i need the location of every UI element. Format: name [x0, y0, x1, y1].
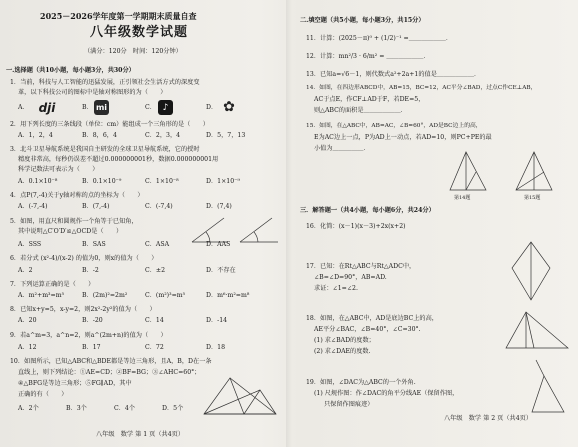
q2-option-b: B．8，6，4	[82, 132, 117, 139]
q4-option-d: D．(7,4)	[206, 203, 232, 210]
right-page	[294, 0, 578, 447]
exam-header: 2025－2026学年度第一学期期末质量自查	[40, 11, 197, 21]
q10-line-4: 正确的有（ ）	[18, 391, 68, 398]
section-answer-heading: 三．解答题一（共4小题，每小题6分，共24分）	[300, 207, 435, 214]
q1-option-d: D．	[206, 104, 218, 111]
q3-option-a: A．0.1×10⁻⁸	[18, 178, 58, 185]
q10-line-1: 10．如图所示，已知△ABC和△BDE都是等边三角形，且A，B，D在一条	[10, 358, 212, 365]
q10-option-b: B．3个	[66, 405, 87, 412]
q1-option-b: B．	[82, 104, 93, 111]
q6-option-c: C．±2	[145, 267, 166, 274]
q18-line-4: (2) 求∠DAE的度数.	[314, 348, 371, 355]
q2-option-c: C．2，3，4	[145, 132, 181, 139]
q10-triangles-figure	[200, 370, 280, 420]
q9-option-a: A．12	[18, 344, 37, 351]
q8-option-d: D．-14	[206, 317, 228, 324]
q18-line-2: AE平分∠BAC，∠B=40°，∠C=30°.	[314, 326, 421, 333]
q9-text: 9．若a^m=3，a^n=2，则a^(2m+n)的值为（ ）	[10, 332, 167, 339]
q17-line-2: ∠B=∠D=90°，AB=AD.	[314, 274, 387, 281]
q9-option-d: D．18	[206, 344, 226, 351]
q4-option-c: C．(-7,4)	[145, 203, 173, 210]
q7-option-a: A．m²+m³=m⁵	[18, 292, 65, 299]
q4-option-a: A．(-7,-4)	[18, 203, 48, 210]
q17-figure	[506, 238, 556, 304]
q19-line-3: 只保留作图痕迹）	[324, 401, 374, 408]
q19-line-1: 19．如图，∠DAC为△ABC的一个外角.	[306, 379, 416, 386]
q7-option-d: D．m⁶·m²=m⁸	[206, 292, 250, 299]
exam-title: 八年级数学试题	[90, 25, 189, 40]
section-fill-heading: 二.填空题（共5小题，每小题3分，共15分）	[300, 17, 425, 24]
q5-angle-figure	[188, 212, 282, 248]
dji-logo-icon: dji	[38, 101, 56, 115]
q3-option-c: C．1×10⁻⁸	[145, 178, 179, 185]
q5-line-1: 5．如图，用直尺和圆规作一个角等于已知角，	[10, 218, 138, 225]
q3-line-3: 科学记数法可表示为（ ）	[18, 166, 99, 173]
fig15-caption: 第15题	[524, 195, 541, 201]
q1-line-2: 革，以下科技公司的图标中是轴对称图形的为（ ）	[18, 89, 167, 96]
q1-option-a: A．	[18, 104, 29, 111]
left-page-footer: 八年级 数学 第 1 页（共4页）	[96, 431, 185, 438]
q8-option-c: C．14	[145, 317, 164, 324]
q10-option-a: A．2个	[18, 405, 39, 412]
q7-option-b: B．(2m)²=2m²	[82, 292, 128, 299]
q14-q15-figures	[446, 148, 566, 196]
q8-text: 8．已知x+y=5，x-y=2，则2x²-2y²的值为（ ）	[10, 306, 156, 313]
q5-option-a: A．SSS	[18, 241, 42, 248]
huawei-logo-icon: ✿	[223, 99, 235, 115]
q3-line-2: 精度非常高，每秒仍误差不超过0.000000001秒，数据0.000000001用	[18, 156, 219, 163]
right-page-footer: 八年级 数学 第 2 页（共4页）	[444, 415, 533, 422]
q12-text: 12．计算：mn²/3 · 6/m² = ＿＿＿＿＿＿．	[306, 53, 430, 60]
q19-figure	[526, 356, 570, 418]
tiktok-logo-icon: ♪	[158, 100, 173, 115]
q17-line-1: 17．已知：在Rt△ABC与Rt△ADC中，	[306, 263, 416, 270]
q3-line-1: 3．北斗卫星导航系统是我国自主研发的全球卫星导航系统，它的授时	[10, 146, 200, 153]
q8-option-a: A．20	[18, 317, 37, 324]
q16-text: 16．化简：(x－1)(x－3)+2x(x+2)	[306, 223, 406, 230]
exam-subtitle: （满分：120分 时间：120分钟）	[84, 48, 182, 55]
q18-line-3: (1) 求∠BAD的度数；	[314, 337, 375, 344]
left-page	[0, 0, 288, 447]
q2-option-d: D．5，7，13	[206, 132, 246, 139]
q6-option-a: A．2	[18, 267, 33, 274]
q10-option-c: C．4个	[114, 405, 136, 412]
q5-option-c: C．ASA	[145, 241, 170, 248]
q15-line-1: 15．如图，在△ABC中，AB=AC，∠B=60°，AD是BC边上的高，	[306, 123, 482, 129]
q7-text: 7．下列运算正确的是（ ）	[10, 281, 95, 288]
section-choice-heading: 一.选择题（共10小题，每小题3分，共30分）	[6, 67, 135, 74]
q15-line-2: E为AC边上一点，P为AD上一动点，若AD=10，则PC+PE的最	[314, 134, 492, 141]
q6-option-d: D．不存在	[206, 267, 236, 274]
q2-text: 2．用下列长度的三条线段（单位：cm）能组成一个三角形的是（ ）	[10, 121, 209, 128]
q1-line-1: 1．当前，科技与人工智能的迅猛发展，正引领社会生活方式的深度变	[10, 79, 200, 86]
q3-option-d: D．1×10⁻⁹	[206, 178, 240, 185]
mi-logo-icon: mi	[94, 100, 109, 115]
q18-line-1: 18．如图，在△ABC中，AD是底边BC上的高，	[306, 315, 438, 322]
q10-line-3: ④△BFG是等边三角形；⑤FG∥AD，其中	[18, 380, 132, 387]
q14-line-2: AC于点E，作CF⊥AD于F，若DE=5，	[314, 96, 425, 103]
q18-figure	[502, 308, 572, 352]
q7-option-c: C．(m²)³=m⁵	[145, 292, 186, 299]
q6-text: 6．若分式 (x²-4)/(x-2) 的值为0，则x的值为（ ）	[10, 255, 158, 262]
q14-line-3: 则△ABC的面积是＿＿＿＿＿＿．	[314, 107, 407, 114]
q17-line-3: 求证：∠1=∠2.	[314, 285, 358, 292]
q10-option-d: D．5个	[162, 405, 184, 412]
q11-text: 11．计算：(2025－π)⁰ + (1/2)⁻¹ =＿＿＿＿＿＿．	[306, 35, 453, 42]
q15-line-3: 小值为＿＿＿＿＿．	[314, 145, 370, 152]
q6-option-b: B．-2	[82, 267, 99, 274]
q5-option-d: D．AAS	[206, 241, 231, 248]
q10-line-2: 直线上，则下列结论：①AE=CD；②BF=BG；③∠AHC=60°；	[18, 369, 201, 376]
q19-line-2: (1) 尺规作图：作∠DAC的角平分线AE（保留作图，	[314, 390, 459, 397]
q5-line-2: 其中说明△C′O′D′≌△OCD是（ ）	[18, 228, 123, 235]
q8-option-b: B．-20	[82, 317, 103, 324]
q5-option-b: B．SAS	[82, 241, 106, 248]
q1-option-c: C．	[145, 104, 156, 111]
q4-option-b: B．(7,-4)	[82, 203, 110, 210]
q14-line-1: 14．如图，在四边形ABCD中，AB=15，BC=12，AC平分∠BAD，过点C作CE⊥AB，	[306, 85, 537, 91]
q9-option-c: C．72	[145, 344, 164, 351]
q3-option-b: B．0.1×10⁻⁹	[82, 178, 122, 185]
fig14-caption: 第14题	[454, 195, 471, 201]
q9-option-b: B．17	[82, 344, 101, 351]
q13-text: 13．已知a=√6－1，则代数式a²+2a+1的值是＿＿＿＿＿＿．	[306, 71, 481, 78]
q2-option-a: A．1，2，4	[18, 132, 53, 139]
q4-text: 4．点P(7,-4)关于y轴对称的点的坐标为（ ）	[10, 192, 144, 199]
